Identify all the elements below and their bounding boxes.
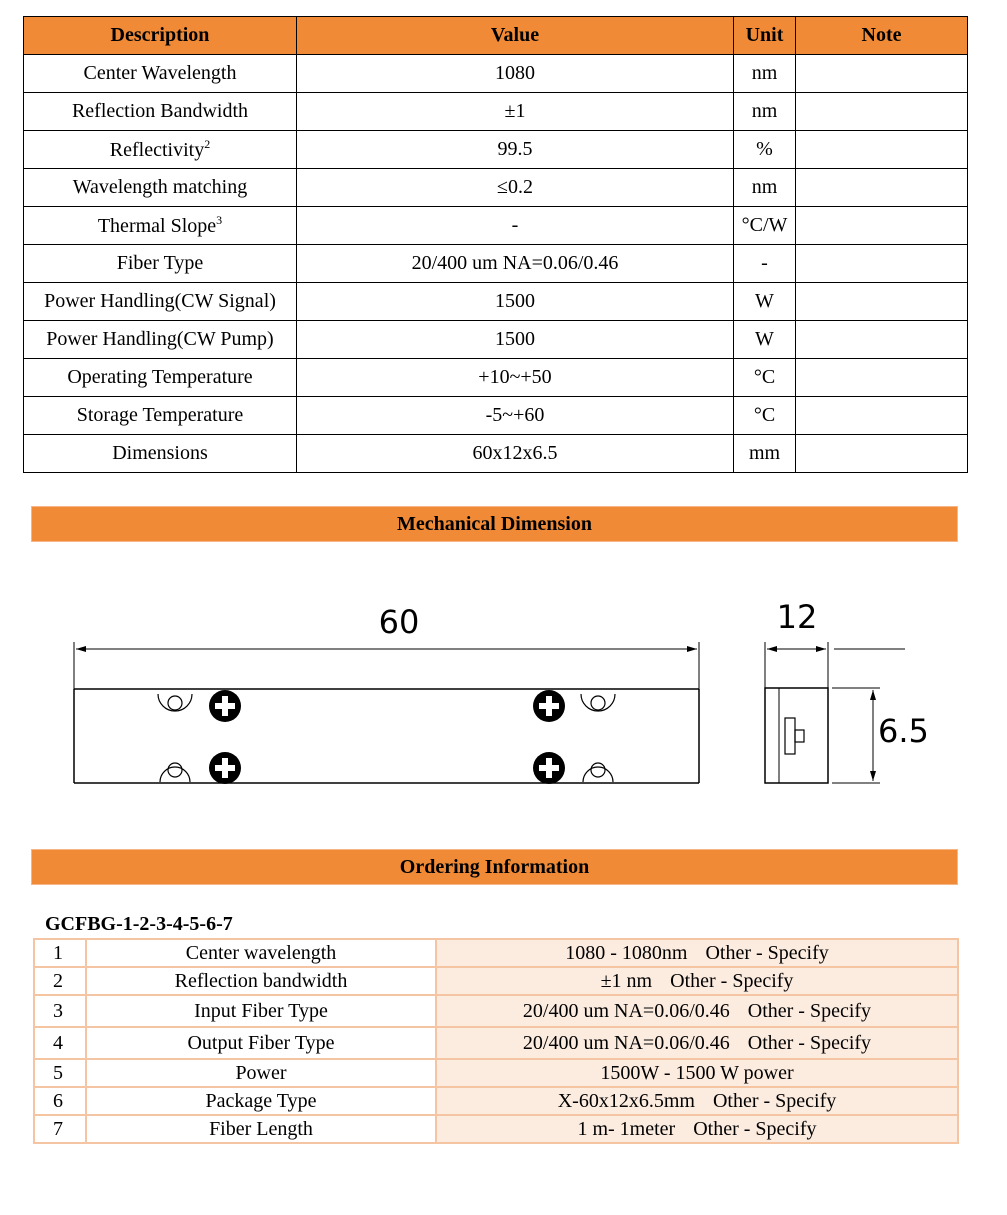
order-label: Output Fiber Type bbox=[86, 1027, 436, 1059]
spec-unit: nm bbox=[734, 55, 796, 93]
spec-unit: nm bbox=[734, 169, 796, 207]
header-description: Description bbox=[24, 17, 297, 55]
spec-unit: °C bbox=[734, 397, 796, 435]
order-value: ±1 nm Other - Specify bbox=[436, 967, 958, 995]
order-label: Center wavelength bbox=[86, 939, 436, 967]
spec-value: 1080 bbox=[297, 55, 734, 93]
spec-desc: Reflectivity$^2$ bbox=[24, 131, 297, 169]
spec-value: 1500 bbox=[297, 321, 734, 359]
height-label: 6.5 bbox=[878, 712, 929, 750]
spec-note bbox=[796, 359, 968, 397]
spec-note bbox=[796, 93, 968, 131]
spec-note bbox=[796, 321, 968, 359]
spec-value: ≤0.2 bbox=[297, 169, 734, 207]
order-row bbox=[34, 1027, 958, 1059]
mounting-hole-icon bbox=[583, 763, 613, 782]
order-num: 4 bbox=[34, 1027, 86, 1059]
spec-unit: mm bbox=[734, 435, 796, 473]
spec-desc: Operating Temperature bbox=[24, 359, 297, 397]
order-row bbox=[34, 939, 958, 967]
spec-unit: °C bbox=[734, 359, 796, 397]
order-row bbox=[34, 995, 958, 1027]
spec-value: - bbox=[297, 207, 734, 245]
screw-icon bbox=[209, 690, 241, 722]
spec-desc: Thermal Slope$^3$ bbox=[24, 207, 297, 245]
footnote-marker: 3 bbox=[216, 213, 223, 227]
screw-icon bbox=[533, 752, 565, 784]
spec-unit: nm bbox=[734, 93, 796, 131]
front-view bbox=[74, 689, 699, 784]
spec-row bbox=[24, 55, 968, 93]
order-value: 1080 - 1080nm Other - Specify bbox=[436, 939, 958, 967]
spec-row bbox=[24, 397, 968, 435]
part-number-code: GCFBG-1-2-3-4-5-6-7 bbox=[45, 913, 233, 935]
footnote-marker: 2 bbox=[204, 137, 211, 151]
order-num: 1 bbox=[34, 939, 86, 967]
order-value: 1500W - 1500 W power bbox=[436, 1059, 958, 1087]
spec-row bbox=[24, 169, 968, 207]
spec-unit: W bbox=[734, 321, 796, 359]
order-value: 1 m- 1meter Other - Specify bbox=[436, 1115, 958, 1143]
spec-desc: Center Wavelength bbox=[24, 55, 297, 93]
width-label: 12 bbox=[776, 598, 818, 636]
order-label: Power bbox=[86, 1059, 436, 1087]
mounting-hole-icon bbox=[581, 694, 615, 711]
spec-note bbox=[796, 245, 968, 283]
spec-unit: - bbox=[734, 245, 796, 283]
header-value: Value bbox=[297, 17, 734, 55]
order-num: 5 bbox=[34, 1059, 86, 1087]
spec-value: 1500 bbox=[297, 283, 734, 321]
order-row bbox=[34, 1059, 958, 1087]
spec-desc: Power Handling(CW Pump) bbox=[24, 321, 297, 359]
ordering-table bbox=[33, 938, 959, 1144]
order-value: 20/400 um NA=0.06/0.46 Other - Specify bbox=[436, 1027, 958, 1059]
order-row bbox=[34, 1087, 958, 1115]
spec-value: 60x12x6.5 bbox=[297, 435, 734, 473]
spec-row bbox=[24, 321, 968, 359]
spec-table bbox=[23, 16, 968, 473]
order-num: 6 bbox=[34, 1087, 86, 1115]
spec-row bbox=[24, 93, 968, 131]
order-num: 3 bbox=[34, 995, 86, 1027]
spec-unit: W bbox=[734, 283, 796, 321]
spec-note bbox=[796, 397, 968, 435]
order-label: Package Type bbox=[86, 1087, 436, 1115]
length-label: 60 bbox=[378, 603, 420, 641]
ordering-information-heading: Ordering Information bbox=[31, 849, 958, 885]
header-note: Note bbox=[796, 17, 968, 55]
spec-row bbox=[24, 435, 968, 473]
spec-row bbox=[24, 359, 968, 397]
mechanical-drawing bbox=[0, 570, 1007, 800]
order-label: Reflection bandwidth bbox=[86, 967, 436, 995]
order-row bbox=[34, 1115, 958, 1143]
spec-desc: Wavelength matching bbox=[24, 169, 297, 207]
length-dimension bbox=[74, 603, 699, 690]
spec-value: -5~+60 bbox=[297, 397, 734, 435]
screw-icon bbox=[533, 690, 565, 722]
spec-desc: Fiber Type bbox=[24, 245, 297, 283]
order-row bbox=[34, 967, 958, 995]
order-label: Input Fiber Type bbox=[86, 995, 436, 1027]
spec-row bbox=[24, 207, 968, 245]
screw-icon bbox=[209, 752, 241, 784]
spec-note bbox=[796, 435, 968, 473]
order-num: 7 bbox=[34, 1115, 86, 1143]
mechanical-dimension-heading: Mechanical Dimension bbox=[31, 506, 958, 542]
spec-value: +10~+50 bbox=[297, 359, 734, 397]
spec-desc: Power Handling(CW Signal) bbox=[24, 283, 297, 321]
spec-desc: Storage Temperature bbox=[24, 397, 297, 435]
side-view bbox=[765, 598, 929, 783]
spec-note bbox=[796, 283, 968, 321]
order-value: X-60x12x6.5mm Other - Specify bbox=[436, 1087, 958, 1115]
mounting-hole-icon bbox=[158, 694, 192, 711]
spec-value: ±1 bbox=[297, 93, 734, 131]
order-num: 2 bbox=[34, 967, 86, 995]
spec-note bbox=[796, 169, 968, 207]
spec-row bbox=[24, 245, 968, 283]
order-label: Fiber Length bbox=[86, 1115, 436, 1143]
spec-row bbox=[24, 131, 968, 169]
header-unit: Unit bbox=[734, 17, 796, 55]
spec-note bbox=[796, 131, 968, 169]
spec-header-row bbox=[24, 17, 968, 55]
order-value: 20/400 um NA=0.06/0.46 Other - Specify bbox=[436, 995, 958, 1027]
spec-note bbox=[796, 207, 968, 245]
spec-unit: % bbox=[734, 131, 796, 169]
spec-value: 20/400 um NA=0.06/0.46 bbox=[297, 245, 734, 283]
spec-row bbox=[24, 283, 968, 321]
spec-desc: Reflection Bandwidth bbox=[24, 93, 297, 131]
spec-unit: °C/W bbox=[734, 207, 796, 245]
spec-desc: Dimensions bbox=[24, 435, 297, 473]
mounting-hole-icon bbox=[160, 763, 190, 782]
spec-note bbox=[796, 55, 968, 93]
spec-value: 99.5 bbox=[297, 131, 734, 169]
